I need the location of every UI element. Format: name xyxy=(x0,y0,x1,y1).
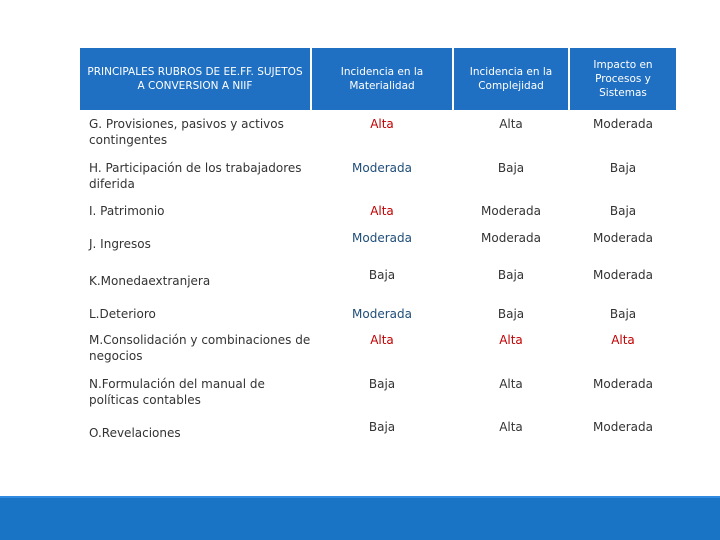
row-label: J. Ingresos xyxy=(89,237,151,251)
cell-materialidad: Moderada xyxy=(352,307,412,321)
cell-complejidad: Alta xyxy=(499,117,523,131)
header-impacto: Impacto en Procesos y Sistemas xyxy=(570,48,676,110)
cell-impacto: Baja xyxy=(609,161,637,175)
header-rubros: PRINCIPALES RUBROS DE EE.FF. SUJETOS A CONVERSION A NIIF xyxy=(80,48,310,110)
cell-materialidad: Alta xyxy=(370,333,394,347)
cell-materialidad: Alta xyxy=(370,117,394,131)
cell-materialidad: Alta xyxy=(370,204,394,218)
cell-complejidad: Baja xyxy=(497,307,525,321)
row-label: M.Consolidación y combinaciones de negocios xyxy=(89,333,311,363)
cell-materialidad: Moderada xyxy=(352,161,412,175)
cell-impacto: Alta xyxy=(611,333,635,347)
cell-impacto: Baja xyxy=(609,307,637,321)
cell-impacto: Moderada xyxy=(593,268,653,282)
header-complejidad: Incidencia en la Complejidad xyxy=(454,48,568,110)
cell-complejidad: Baja xyxy=(497,268,525,282)
cell-materialidad: Moderada xyxy=(352,231,412,245)
row-label: I. Patrimonio xyxy=(89,204,165,218)
cell-complejidad: Alta xyxy=(499,420,523,434)
row-label: N.Formulación del manual de políticas contables xyxy=(89,377,265,407)
row-label: H. Participación de los trabajadores diferida xyxy=(89,161,302,191)
row-label: K.Monedaextranjera xyxy=(89,274,211,288)
rubros-table xyxy=(80,48,676,440)
cell-impacto: Baja xyxy=(609,204,637,218)
table-header xyxy=(80,48,676,110)
row-label: O.Revelaciones xyxy=(89,426,181,440)
cell-complejidad: Alta xyxy=(499,333,523,347)
cell-complejidad: Moderada xyxy=(481,204,541,218)
row-label: G. Provisiones, pasivos y activos contingentes xyxy=(89,117,284,147)
cell-complejidad: Baja xyxy=(497,161,525,175)
footer-bar xyxy=(0,498,720,540)
cell-impacto: Moderada xyxy=(593,117,653,131)
cell-impacto: Moderada xyxy=(593,231,653,245)
cell-impacto: Moderada xyxy=(593,377,653,391)
cell-materialidad: Baja xyxy=(368,377,396,391)
cell-complejidad: Moderada xyxy=(481,231,541,245)
cell-materialidad: Baja xyxy=(368,268,396,282)
cell-materialidad: Baja xyxy=(368,420,396,434)
cell-impacto: Moderada xyxy=(593,420,653,434)
header-materialidad: Incidencia en la Materialidad xyxy=(312,48,452,110)
row-label: L.Deterioro xyxy=(89,307,156,321)
cell-complejidad: Alta xyxy=(499,377,523,391)
